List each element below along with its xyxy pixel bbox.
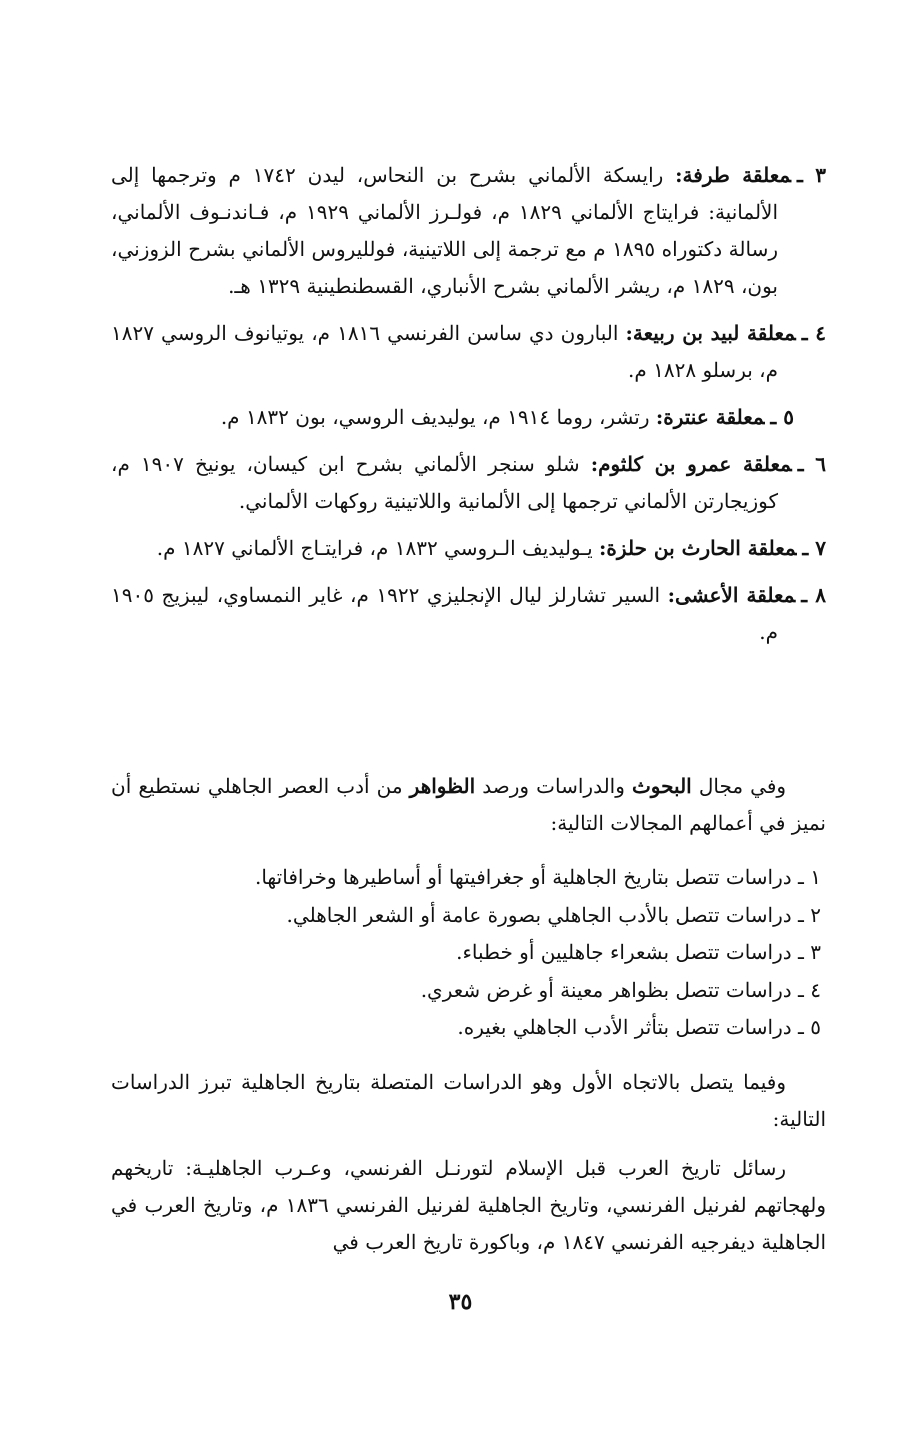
item-heading: معلقة عمرو بن كلثوم: bbox=[590, 452, 792, 476]
item-number: ٧ ـ bbox=[802, 536, 826, 560]
item-text: السير تشارلز ليال الإنجليزي ١٩٢٢ م، غاير النمساوي، ليبزيج ١٩٠٥ م. bbox=[111, 583, 778, 644]
paragraph-fields-intro bbox=[111, 768, 826, 842]
item-number: ٥ ـ bbox=[770, 405, 794, 429]
paragraph-first-direction: وفيما يتصل بالاتجاه الأول وهو الدراسات المتصلة بتاريخ الجاهلية تبرز الدراسات التالية: bbox=[111, 1070, 826, 1131]
list-item bbox=[111, 530, 826, 567]
muallaqat-list bbox=[111, 157, 826, 651]
list-item: ٤ ـ دراسات تتصل بظواهر معينة أو غرض شعري. bbox=[420, 977, 821, 1002]
list-item: ٢ ـ دراسات تتصل بالأدب الجاهلي بصورة عامة أو الشعر الجاهلي. bbox=[286, 902, 821, 927]
list-item: ١ ـ دراسات تتصل بتاريخ الجاهلية أو جغرافيتها أو أساطيرها وخرافاتها. bbox=[254, 865, 821, 889]
paragraph-text: وفي مجال bbox=[698, 774, 787, 798]
item-number: ٨ ـ bbox=[801, 583, 826, 607]
list-item bbox=[111, 399, 826, 436]
item-text: يـوليديف الـروسي ١٨٣٢ م، فرايتـاج الألماني ١٨٢٧ م. bbox=[156, 536, 593, 560]
page-number: ٣٥ bbox=[448, 1289, 473, 1315]
item-heading: معلقة لبيد بن ربيعة: bbox=[625, 321, 796, 345]
list-item: ٥ ـ دراسات تتصل بتأثر الأدب الجاهلي بغيره. bbox=[457, 1015, 821, 1039]
studies-list bbox=[181, 859, 821, 1047]
item-text: رتشر، روما ١٩١٤ م، يوليديف الروسي، بون ١٨٣٢ م. bbox=[220, 405, 650, 429]
list-item bbox=[111, 446, 826, 520]
item-heading: معلقة الحارث بن حلزة: bbox=[599, 536, 797, 560]
item-heading: معلقة طرفة: bbox=[675, 163, 791, 187]
list-item bbox=[111, 577, 826, 651]
bold-term: البحوث bbox=[631, 774, 692, 798]
item-number: ٤ ـ bbox=[801, 321, 826, 345]
list-item bbox=[111, 315, 826, 389]
item-text: البارون دي ساسن الفرنسي ١٨١٦ م، يوتيانوف الروسي ١٨٢٧ م، برسلو ١٨٢٨ م. bbox=[111, 321, 778, 382]
paragraph-text: من أدب العصر الجاهلي نستطيع أن نميز في أعمالهم المجالات التالية: bbox=[111, 774, 826, 835]
paragraph-text: والدراسات ورصد bbox=[482, 774, 625, 798]
item-number: ٦ ـ bbox=[797, 452, 826, 476]
bold-term: الظواهر bbox=[409, 774, 476, 798]
list-item bbox=[111, 157, 826, 305]
list-item: ٣ ـ دراسات تتصل بشعراء جاهليين أو خطباء. bbox=[456, 940, 821, 964]
item-text: شلو سنجر الألماني بشرح ابن كيسان، يونيخ ١٩٠٧ م، كوزيجارتن الألماني ترجمها إلى الألمانية واللاتينية روكهات الألماني. bbox=[111, 452, 778, 513]
item-heading: معلقة الأعشى: bbox=[667, 583, 796, 607]
item-heading: معلقة عنترة: bbox=[655, 405, 765, 429]
paragraph-history-studies: رسائل تاريخ العرب قبل الإسلام لتورنـل الفرنسي، وعـرب الجاهليـة: تاريخهم ولهجاتهم لفرنيل الفرنسي، وتاريخ الجاهلية لفرنيل الفرنسي ١٨٣٦ م، وتاريخ العرب في الجاهلية ديفرجيه الفرنسي ١٨٤٧ م، وباكورة تاريخ العرب في bbox=[111, 1156, 826, 1254]
item-text: رايسكة الألماني بشرح بن النحاس، ليدن ١٧٤٢ م وترجمها إلى الألمانية: فرايتاج الألماني ١٨٢٩ م، فولـرز الألماني ١٩٢٩ م، فـاندنـوف الألماني، رسالة دكتوراه ١٨٩٥ م مع ترجمة إلى اللاتينية، فولليروس الألماني بشرح الزوزني، بون، ١٨٢٩ م، ريشر الألماني بشرح الأنباري، القسطنطينية ١٣٢٩ هـ. bbox=[111, 163, 779, 298]
item-number: ٣ ـ bbox=[796, 163, 827, 187]
